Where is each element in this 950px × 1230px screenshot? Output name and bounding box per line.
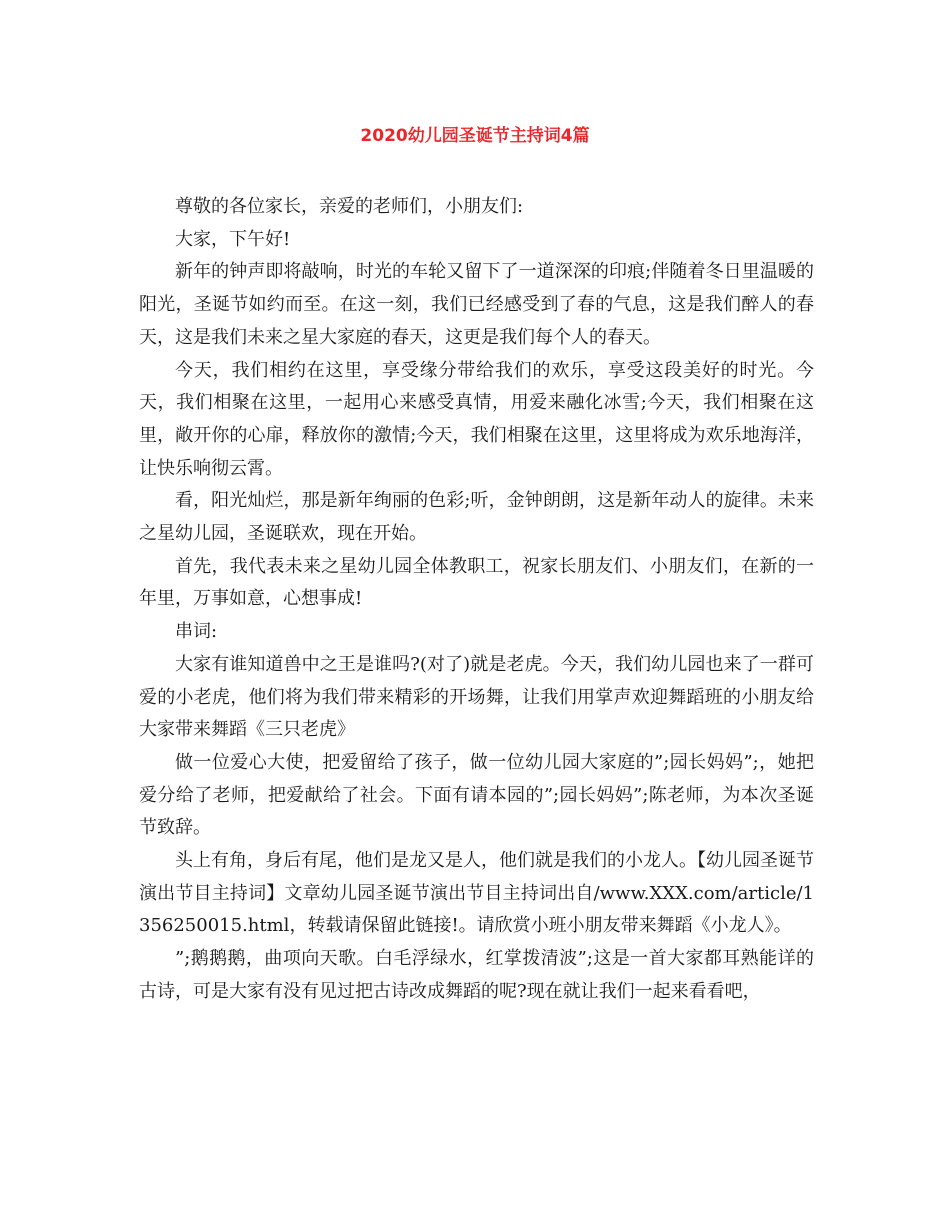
- paragraph-greeting: 尊敬的各位家长，亲爱的老师们，小朋友们:: [175, 196, 524, 217]
- paragraph-goose-poem: ”;鹅鹅鹅，曲项向天歌。白毛浮绿水，红掌拨清波”;这是一首大家都耳熟能详的古诗，可是大家有没有见过把古诗改成舞蹈的呢?现在就让我们一起来看看吧，: [139, 948, 814, 1002]
- paragraph-new-year-bell: 新年的钟声即将敲响，时光的车轮又留下了一道深深的印痕;伴随着冬日里温暖的阳光，圣诞节如约而至。在这一刻，我们已经感受到了春的气息，这是我们醉人的春天，这是我们未来之星大家庭的春天，这更是我们每个人的春天。: [139, 261, 814, 348]
- paragraph-three-tigers: 大家有谁知道兽中之王是谁吗?(对了)就是老虎。今天，我们幼儿园也来了一群可爱的小老虎，他们将为我们带来精彩的开场舞，让我们用掌声欢迎舞蹈班的小朋友给大家带来舞蹈《三只老虎》: [139, 653, 814, 741]
- document-body: [139, 191, 814, 1009]
- document-title: 2020幼儿园圣诞节主持词4篇: [360, 126, 590, 146]
- paragraph-principal-speech: 做一位爱心大使，把爱留给了孩子，做一位幼儿园大家庭的”;园长妈妈”;，她把爱分给了老师，把爱献给了社会。下面有请本园的”;园长妈妈”;陈老师，为本次圣诞节致辞。: [139, 751, 814, 839]
- paragraph-wishes: 首先，我代表未来之星幼儿园全体教职工，祝家长朋友们、小朋友们，在新的一年里，万事如意，心想事成!: [139, 555, 814, 610]
- paragraph-little-dragon: 头上有角，身后有尾，他们是龙又是人，他们就是我们的小龙人。【幼儿园圣诞节演出节目主持词】文章幼儿园圣诞节演出节目主持词出自/www.XXX.com/article/1356250015.html，转载请保留此链接!。请欣赏小班小朋友带来舞蹈《小龙人》。: [139, 850, 814, 937]
- paragraph-today-gathering: 今天，我们相约在这里，享受缘分带给我们的欢乐，享受这段美好的时光。今天，我们相聚在这里，一起用心来感受真情，用爱来融化冰雪;今天，我们相聚在这里，敞开你的心扉，释放你的激情;今天，我们相聚在这里，这里将成为欢乐地海洋，让快乐响彻云霄。: [139, 359, 814, 479]
- paragraph-good-afternoon: 大家，下午好!: [175, 228, 291, 250]
- paragraph-linking-words-heading: 串词:: [175, 621, 218, 643]
- paragraph-opening-announcement: 看，阳光灿烂，那是新年绚丽的色彩;听，金钟朗朗，这是新年动人的旋律。未来之星幼儿园，圣诞联欢，现在开始。: [139, 490, 814, 545]
